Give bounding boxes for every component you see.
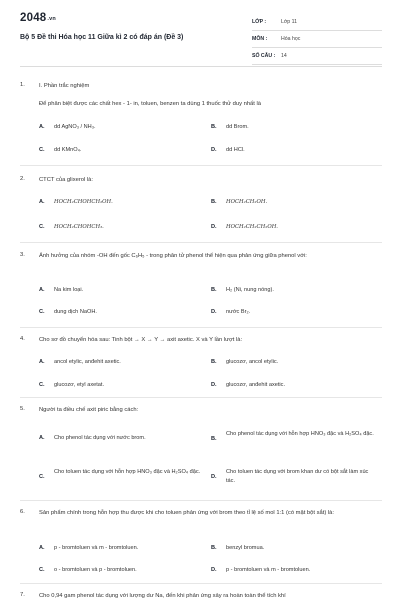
question-divider [20,583,382,584]
question-divider [20,327,382,328]
meta-row-count: SỐ CÂU : 14 [252,48,382,65]
question-list: 1. I. Phần trắc nghiệm Để phân biệt được các chất hex - 1- in, toluen, benzen ta dùng 1 thuốc thử duy nhất là A. dd AgNO₃ / NH₃. B. dd Brom. C. dd KMnO₄. D. dd HCl. 2. CTCT của glixerol là: A. HOCH₂CHOHCH₂OH. B. HOCH₂CH₂OH. C. HOCH₂CHOHCH₃. D. HOCH₂CH₂CH₂OH. 3. Ảnh hưởng của nhóm -OH đến gốc C₆H₅ - trong phân tử phenol thể hiện qua phản ứng giữa phenol với: A. Na kim loại. B. H₂ (Ni, nung nóng). C. dung dịch NaOH. D. nước Br₂. 4. Cho sơ đồ chuyển hóa sau: Tinh bột → X → Y → axit axetic. X và Y lần lượt là: A. ancol etylic, anđehit axetic. B. glucozơ, ancol etylic. C. glucozơ, etyl axetat. D. glucozơ, anđehit axetic. 5. Người ta điều chế axit piric bằng cách: A. Cho phenol tác dụng với nước brom. B. Cho phenol tác dụng với hỗn hợp HNO₃ đặc và H₂SO₄ đặc. C. Cho toluen tác dụng với hỗn hợp HNO₃ đặc và H₂SO₄ đặc. D. Cho toluen tác dụng với brom khan dư có bột sắt làm xúc tác. 6. Sản phẩm chính trong hỗn hợp thu được khi cho toluen phản ứng với brom theo tỉ lệ số mol 1:1 (có mặt bột sắt) là: A. p - bromtoluen và m - bromtoluen. B. benzyl bromua. C. o - bromtoluen và p - bromtoluen. D. p - bromtoluen và m - bromtoluen. 7. Cho 0,94 gam phenol tác dụng với lượng dư Na, đến khi phản ứng xảy ra hoàn toàn thể tích khí [0,0,400,600]
meta-row-class: LỚP : Lớp 11 [252,14,382,31]
question-divider [20,500,382,501]
site-logo[interactable]: 2048.vn [20,12,56,24]
question-divider [20,242,382,243]
question-divider [20,165,382,166]
question-7: 7. Cho 0,94 gam phenol tác dụng với lượng dư Na, đến khi phản ứng xảy ra hoàn toàn thể tích khí [20,592,286,599]
meta-row-subject: MÔN : Hóa học [252,31,382,48]
exam-title: Bộ 5 Đề thi Hóa học 11 Giữa kì 2 có đáp án (Đề 3) [20,34,184,41]
question-divider [20,397,382,398]
